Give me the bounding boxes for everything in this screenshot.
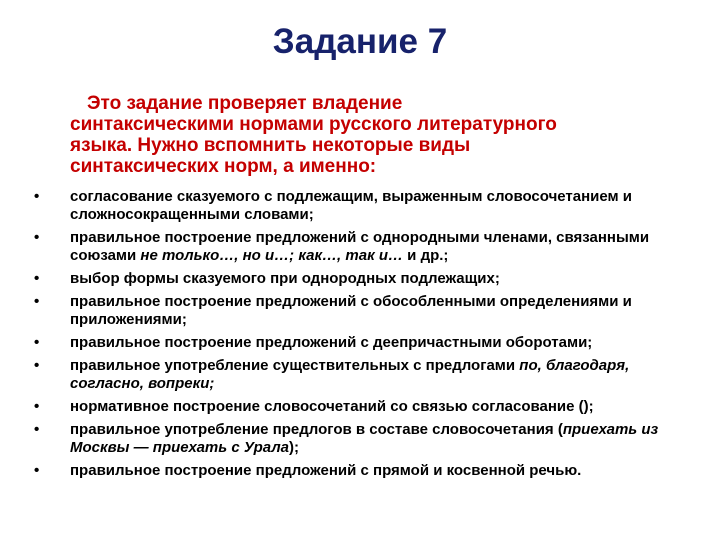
slide-title: Задание 7 (272, 22, 448, 61)
list-item-text: правильное употребление предлогов в составе словосочетания ( (70, 421, 563, 438)
list-item-text: правильное употребление существительных с предлогами (70, 357, 520, 374)
list-item-text: и др.; (403, 247, 449, 264)
list-item (34, 398, 694, 416)
bullet-icon: • (34, 357, 40, 374)
bullet-icon: • (34, 334, 40, 351)
list-item-text: правильное построение предложений с однородными членами, связанными союзами (70, 229, 650, 264)
list-item (34, 293, 694, 329)
bullet-icon: • (34, 293, 40, 310)
list-item-text: согласование сказуемого с подлежащим, выраженным словосочетанием и сложносокращенными словами; (70, 188, 633, 223)
list-item-example-text: приехать из Москвы — приехать с Урала (70, 421, 659, 456)
syntax-norms-list (34, 188, 694, 485)
list-item (34, 421, 694, 457)
bullet-icon: • (34, 462, 40, 479)
list-item-example-text: по, благодаря, согласно, вопреки; (70, 357, 630, 392)
list-item (34, 188, 694, 224)
intro-text: Это задание проверяет владение синтаксическими нормами русского литературного языка. Нужно вспомнить некоторые виды синтаксических норм, а именно: (70, 93, 557, 177)
bullet-icon: • (34, 229, 40, 246)
list-item (34, 462, 694, 480)
list-item-example-text: не только…, но и…; как…, так и… (140, 247, 404, 264)
list-item-text: правильное построение предложений с обособленными определениями и приложениями; (70, 293, 632, 328)
bullet-icon: • (34, 421, 40, 438)
list-item-text: нормативное построение словосочетаний со связью согласование (); (70, 398, 594, 415)
list-item-text: правильное построение предложений с прямой и косвенной речью. (70, 462, 582, 479)
list-item-text: правильное построение предложений с деепричастными оборотами; (70, 334, 593, 351)
bullet-icon: • (34, 270, 40, 287)
list-item (34, 334, 694, 352)
list-item (34, 229, 694, 265)
bullet-icon: • (34, 188, 40, 205)
list-item (34, 357, 694, 393)
list-item-text: ); (289, 439, 299, 456)
list-item-text: выбор формы сказуемого при однородных подлежащих; (70, 270, 500, 287)
bullet-icon: • (34, 398, 40, 415)
list-item (34, 270, 694, 288)
